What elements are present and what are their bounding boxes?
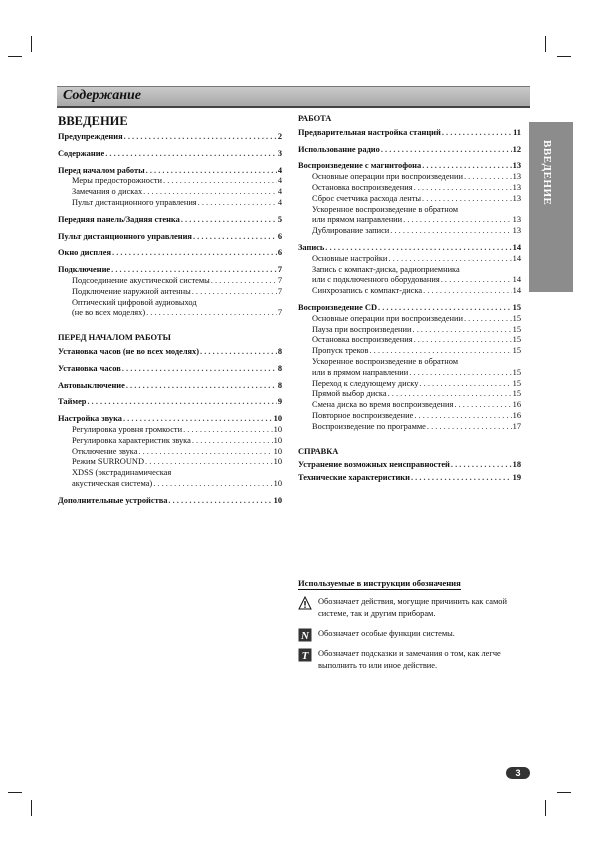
toc-subentry[interactable]: Синхрозапись с компакт-диска . . . 14 [298,286,521,297]
toc-subentry[interactable]: Дублирование записи . . . 13 [298,226,521,237]
toc-entry[interactable]: Пульт дистанционного управления . . . 6 [58,232,282,243]
crop-mark [545,800,546,816]
toc-subentry[interactable]: Пропуск треков . . . 15 [298,346,521,357]
toc-subentry[interactable]: Отключение звука . . . 10 [58,447,282,458]
toc-subentry[interactable]: Пульт дистанционного управления . . . 4 [58,198,282,209]
toc-subentry[interactable]: Смена диска во время воспроизведения . . . 16 [298,400,521,411]
toc-left-column [58,112,282,507]
toc-subentry[interactable]: или прямом направлении . . . 13 [298,215,521,226]
svg-text:T: T [301,650,309,662]
section-side-tab [529,122,573,292]
toc-subentry[interactable]: Основные операции при воспроизведении . . . 13 [298,172,521,183]
toc-subentry[interactable]: Подключение наружной антенны . . . 7 [58,287,282,298]
toc-subentry[interactable]: Регулировка уровня громкости . . . 10 [58,425,282,436]
svg-text:N: N [301,630,309,642]
toc-entry[interactable]: Предупреждения . . . 2 [58,132,282,143]
toc-subentry-line: Оптический цифровой аудиовыход [72,297,197,307]
toc-subentry[interactable]: Режим SURROUND . . . 10 [58,457,282,468]
crop-mark [557,792,571,793]
side-tab-label: ВВЕДЕНИЕ [541,140,553,206]
toc-entry[interactable]: Технические характеристики . . . 19 [298,473,521,484]
toc-subentry[interactable]: Повторное воспроизведение . . . 16 [298,411,521,422]
toc-entry[interactable]: Запись . . . 14 [298,243,521,254]
toc-subentry[interactable]: (не во всех моделях) . . . 7 [58,308,282,319]
toc-subentry[interactable]: Остановка воспроизведения . . . 13 [298,183,521,194]
toc-entry[interactable]: Таймер . . . 9 [58,397,282,408]
crop-mark [8,56,22,57]
toc-entry[interactable]: Подключение . . . 7 [58,265,282,276]
toc-subentry[interactable]: Прямой выбор диска . . . 15 [298,389,521,400]
toc-subentry[interactable]: Основные операции при воспроизведении . . . 15 [298,314,521,325]
toc-subentry[interactable]: Воспроизведение по программе . . . 17 [298,422,521,433]
toc-entry[interactable]: Использование радио . . . 12 [298,145,521,156]
toc-entry[interactable]: Установка часов . . . 8 [58,364,282,375]
page-title: Содержание [63,88,141,103]
toc-subentry[interactable]: Регулировка характеристик звука . . . 10 [58,436,282,447]
toc-entry[interactable]: Установка часов (не во всех моделях) . . . 8 [58,347,282,358]
toc-entry[interactable]: Настройка звука . . . 10 [58,414,282,425]
toc-entry[interactable]: Устранение возможных неисправностей . . . 18 [298,460,521,471]
toc-entry[interactable]: Окно дисплея . . . 6 [58,248,282,259]
toc-subentry[interactable]: Меры предосторожности . . . 4 [58,176,282,187]
section-heading: СПРАВКА [298,446,339,456]
section-heading: ПЕРЕД НАЧАЛОМ РАБОТЫ [58,333,171,343]
crop-mark [545,36,546,52]
page-title-bar [57,86,530,108]
toc-subentry[interactable]: или в прямом направлении . . . 15 [298,368,521,379]
tip-icon [298,648,312,662]
toc-subentry[interactable]: или с подключенного оборудования . . . 14 [298,275,521,286]
crop-mark [31,36,32,52]
legend-heading: Используемые в инструкции обозначения [298,578,461,588]
toc-entry[interactable]: Воспроизведение с магнитофона . . . 13 [298,161,521,172]
page-number: 3 [506,767,530,779]
toc-entry[interactable]: Автовыключение . . . 8 [58,381,282,392]
toc-entry[interactable]: Дополнительные устройства . . . 10 [58,496,282,507]
toc-entry[interactable]: Предварительная настройка станций . . . 11 [298,128,521,139]
toc-subentry-line: Запись с компакт-диска, радиоприемника [312,264,460,274]
crop-mark [31,800,32,816]
toc-subentry[interactable]: Пауза при воспроизведении . . . 15 [298,325,521,336]
toc-entry[interactable]: Передняя панель/Задняя стенка . . . 5 [58,215,282,226]
toc-entry[interactable]: Воспроизведение CD . . . 15 [298,303,521,314]
toc-subentry[interactable]: Сброс счетчика расхода ленты . . . 13 [298,194,521,205]
toc-subentry[interactable]: Основные настройки . . . 14 [298,254,521,265]
note-icon [298,628,312,642]
warning-icon [298,596,312,610]
toc-entry[interactable]: Перед началом работы . . . 4 [58,166,282,177]
toc-subentry[interactable]: акустическая система) . . . 10 [58,479,282,490]
toc-subentry[interactable]: Остановка воспроизведения . . . 15 [298,335,521,346]
toc-right-column [298,112,521,484]
crop-mark [557,56,571,57]
toc-entry[interactable]: Содержание . . . 3 [58,149,282,160]
toc-subentry[interactable]: Переход к следующему диску . . . 15 [298,379,521,390]
section-heading: РАБОТА [298,114,332,123]
toc-subentry-line: XDSS (экстрадинамическая [72,468,172,478]
crop-mark [8,792,22,793]
toc-subentry-line: Ускоренное воспроизведение в обратном [312,356,459,366]
toc-subentry[interactable]: Замечания о дисках . . . 4 [58,187,282,198]
toc-subentry-line: Ускоренное воспроизведение в обратном [312,204,459,214]
section-heading: ВВЕДЕНИЕ [58,114,128,128]
toc-subentry[interactable]: Подсоединение акустической системы . . . 7 [58,276,282,287]
